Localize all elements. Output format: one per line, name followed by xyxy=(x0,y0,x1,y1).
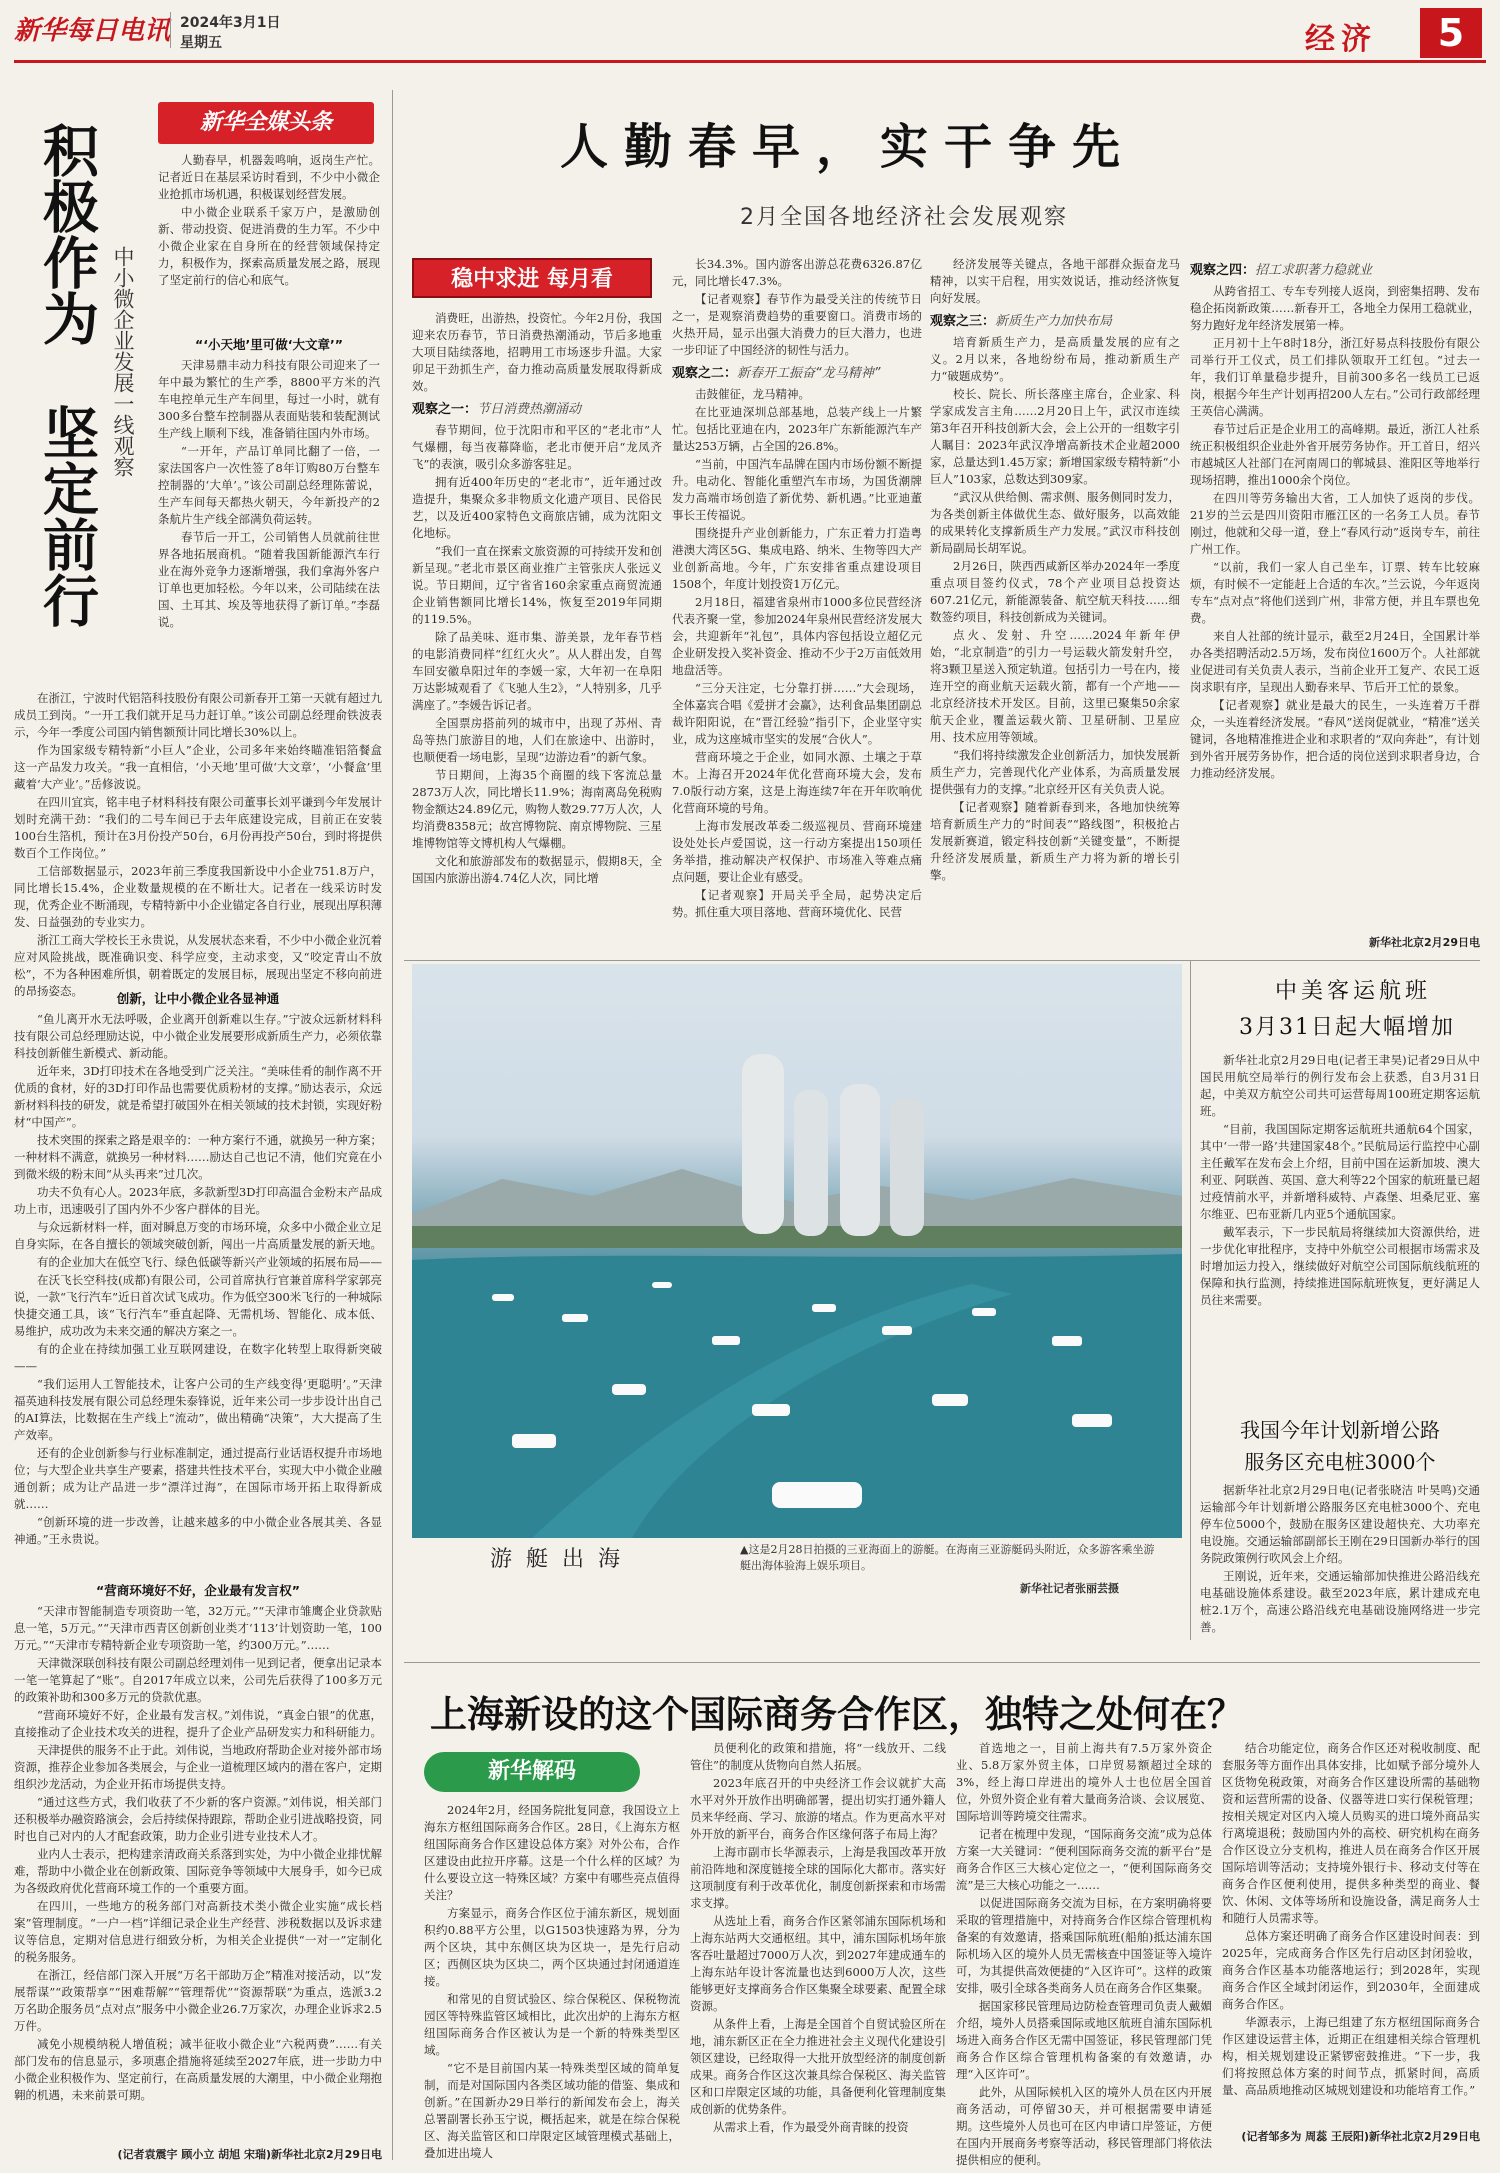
left-byline: (记者袁震宇 顾小立 胡旭 宋瑞)新华社北京2月29日电 xyxy=(117,2148,382,2161)
left-intro: 人勤春早，机器轰鸣响，返岗生产忙。记者近日在基层采访时看到，不少中小微企业抢抓市场机遇，积极谋划经营发展。 中小微企业联系千家万户，是激励创新、带动投资、促进消费的生力军。不少中小微企业家在自身所在的经营领域保持定力，积极作为，探索高质量发展之路，展现了坚定前行的信心和底气。 xyxy=(158,153,380,287)
left-headline-2: 坚定前行 xyxy=(34,404,100,628)
bottom-col-3: 首选地之一，目前上海共有7.5万家外资企业、5.8万家外贸主体，口岸贸易额超过全球的3%，经上海口岸进出的境外人士也位居全国首位，外贸外资企业有着大量商务洽谈、会议展览、国际培训等跨境交往需求。 记者在梳理中发现，“国际商务交流”成为总体方案一大关键词：“便利国际商务交流的新平台”是商务合作区三大核心定位之一，“便利国际商务交流”是三大核心功能之一…… 以促进国际商务交流为目标，在方案明确将要采取的管理措施中，对持商务合作区综合管理机构备案的有效邀请，搭乘国际航班(船舶)抵达浦东国际机场入区的境外人员无需核查中国签证等入境许可，为其提供高效便捷的“入区许可”。这样的政策安排，吸引全球各类商务人员在商务合作区集聚。 据国家移民管理局边防检查管理司负责人戴媚介绍，境外人员搭乘国际或地区航班自浦东国际机场进入商务合作区无需中国签证，移民管理部门凭商务合作区综合管理机构备案的有效邀请，办理“入区许可”。 此外，从国际候机入区的境外人员在区内开展商务活动，可停留30天，并可根据需要申请延期。这些境外人员也可在区内申请口岸签证，方便在国内开展商务考察等活动，移民管理部门将依法提供相应的便利。 xyxy=(956,1741,1212,2167)
top-byline: 新华社北京2月29日电 xyxy=(1369,936,1480,949)
jiema-tag: 新华解码 xyxy=(424,1752,640,1792)
section-name: 经济 xyxy=(1305,22,1377,57)
photo-title: 游艇出海 xyxy=(490,1547,635,1572)
left-s2-title: 创新，让中小微企业各显神通 xyxy=(116,991,280,1006)
monthly-tag: 稳中求进 每月看 xyxy=(412,258,652,298)
n2-body: 据新华社北京2月29日电(记者张晓洁 叶昊鸣)交通运输部今年计划新增公路服务区充电桩3000个、充电停车位5000个，鼓励在服务区建设超快充、大功率充电设施。交通运输部副部长王刚在29日国新办举行的国务院政策例行吹风会上介绍。 王刚说，近年来，交通运输部加快推进公路沿线充电基础设施体系建设。截至2023年底，累计建成充电桩2.1万个，高速公路沿线充电基础设施网络进一步完善。 xyxy=(1200,1483,1480,1634)
left-s3: “营商环境好不好，企业最有发言权” “天津市智能制造专项资助一笔，32万元。”“天津市雏鹰企业贷款贴息一笔，5万元。”“天津市西青区创新创业类才‘113’计划资助一笔，100万元。”“天津市专精特新企业专项资助一笔，约300万元。”…… 天津微深联创科技有限公司副总经理刘伟一见到记者，便拿出记录本一笔一笔算起了“账”。自2017年成立以来，公司先后获得了100多万元的政策补助和300多万元的贷款优惠。 “营商环境好不好，企业最有发言权。”刘伟说，“真金白银”的优惠，直接推动了企业技术攻关的进程，提升了企业产品研发实力和科研能力。 天津提供的服务不止于此。刘伟说，当地政府帮助企业对接外部市场资源，推荐企业参加各类展会，与企业一道梳理区域内的潜在客户，定期组织沙龙活动，为企业开拓市场提供支持。 “通过这些方式，我们收获了不少新的客户资源。”刘伟说，相关部门还积极举办融资路演会，会后持续保持跟踪，帮助企业引进战略投资，同时也自己对内的人才配套政策，助力企业引进专业技术人才。 业内人士表示，把构建亲清政商关系落到实处，为中小微企业排忧解难，帮助中小微企业在创新政策、国际竞争等领域中大展身手，如今已成为各级政府优化营商环境工作的一个重要方面。 在四川，一些地方的税务部门对高新技术类小微企业实施“成长档案”管理制度。“一户一档”详细记录企业生产经营、涉税数据以及诉求建议等信息，定期对信息进行细致分析，为相关企业提供“一对一”定制化的税务服务。 在浙江，经信部门深入开展“万名干部助万企”精准对接活动，以“发展帮谋”“政策帮享”“困难帮解”“管理帮优”“资源帮联”为重点，选派3.2万名助企服务员“点对点”服务中小微企业26.7万家次，办理企业诉求2.5万件。 减免小规模纳税人增值税；减半征收小微企业“六税两费”……有关部门发布的信息显示，多项惠企措施将延续至2027年底，进一步助力中小微企业积极作为、坚定前行，在高质量发展的大潮里，中小微企业翔抱翱的机遇，未来前景可期。 xyxy=(14,1583,382,2102)
top-col-3: 经济发展等关键点，各地干部群众振奋龙马精神，以实干启程，用实效说话，推动经济恢复向好发展。 观察之三：新质生产力加快布局 培育新质生产力，是高质量发展的应有之义。2月以来，各地纷纷布局，推动新质生产力“破题成势”。 校长、院长、所长落座主席台，企业家、科学家成发言主角……2月20日上午，武汉市连续第3年召开科技创新大会，会上公开的一组数字引人瞩目：2023年武汉净增高新技术企业超2000家，总量达到1.45万家；新增国家级专精特新“小巨人”103家，总数达到309家。 “武汉从供给侧、需求侧、服务侧同时发力，为各类创新主体做优生态、做好服务，以高效能的成果转化支撑新质生产力发展。”武汉市科技创新局副局长胡军说。 2月26日，陕西西咸新区举办2024年一季度重点项目签约仪式，78个产业项目总投资达607.21亿元，新能源装备、航空航天科技……细数签约项目，科技创新成为关键词。 点火、发射、升空……2024年新年伊始，“北京制造”的引力一号运载火箭发射升空，将3颗卫星送入预定轨道。包括引力一号在内，接连开空的商业航天运载火箭，都有一个产地——北京经济技术开发区。目前，这里已聚集50余家航天企业，覆盖运载火箭、卫星研制、卫星应用、技术应用等领域。 “我们将持续激发企业创新活力，加快发展新质生产力，完善现代化产业体系，为高质量发展提供强有力的支撑。”北京经开区有关负责人说。 【记者观察】随着新春到来，各地加快统筹培育新质生产力的“时间表”“路线图”，积极抢占发展新赛道，锻定科技创新“关键变量”，不断提升经济发展质量，新质生产力将为新的增长引擎。 xyxy=(930,257,1180,882)
yacht-photo xyxy=(412,964,1182,1538)
obs2-title: 观察之二：新春开工振奋“龙马精神” xyxy=(672,366,881,381)
obs3-title: 观察之三：新质生产力加快布局 xyxy=(930,314,1113,329)
bottom-col-2: 员便利化的政策和措施，将“一线放开、二线管住”的制度从货物向自然人拓展。 2023年底召开的中央经济工作会议就扩大高水平对外开放作出明确部署，提出切实打通外籍人员来华经商、学习、旅游的堵点。作为更高水平对外开放的新平台，商务合作区缘何落子布局上海？ 上海市副市长华源表示，上海是我国改革开放前沿阵地和深度链接全球的国际化大都市。落实好这项制度有利于改革优化，制度创新探索和市场需求支撑。 从选址上看，商务合作区紧邻浦东国际机场和上海东站两大交通枢纽。其中，浦东国际机场年旅客吞吐量超过7000万人次，到2027年建成通车的上海东站年设计客流量也达到6000万人次，这些能够更好支撑商务合作区集聚全球要素、配置全球资源。 从条件上看，上海是全国首个自贸试验区所在地，浦东新区正在全力推进社会主义现代化建设引领区建设，已经取得一大批开放型经济的制度创新成果。商务合作区这次兼具综合保税区、海关监管区和口岸限定区域的功能，具备便利化管理制度集成创新的优势条件。 从需求上看，作为最受外商青睐的投资 xyxy=(690,1741,946,2134)
issue-date: 2024年3月1日 xyxy=(180,15,281,31)
bottom-col-4: 结合功能定位，商务合作区还对税收制度、配套服务等方面作出具体安排，比如赋予部分境外人区货物免税政策，对商务合作区建设所需的基础物资和运营所需的设备、仪器等进口实行保税管理；按相关规定对区内入境人员购买的进口境外商品实行离境退税；鼓励国内外的高校、研究机构在商务合作区设立分支机构，推进人员在商务合作区开展国际培训等活动；支持境外银行卡、移动支付等在商务合作区便利使用，提供多种类型的商业、餐饮、休闲、文体等场所和设施设备，满足商务人士和随行人员需求等。 总体方案还明确了商务合作区建设时间表：到2025年，完成商务合作区先行启动区封闭验收，商务合作区基本功能落地运行；到2028年，实现商务合作区全域封闭运作，到2030年，全面建成商务合作区。 华源表示，上海已组建了东方枢纽国际商务合作区建设运营主体，近期正在组建相关综合管理机构，相关规划建设正紧锣密鼓推进。“下一步，我们将按照总体方案的时间节点，抓紧时间，高质量、高品质地推动区城规划建设和功能培育工作。” xyxy=(1222,1741,1480,2097)
issue-weekday: 星期五 xyxy=(180,35,222,51)
paper-name: 新华每日电讯 xyxy=(14,16,171,46)
left-subhead: 中小微企业发展一线观察 xyxy=(111,246,135,477)
left-s3-title: “营商环境好不好，企业最有发言权” xyxy=(96,1583,300,1598)
photo-caption: ▲这是2月28日拍摄的三亚海面上的游艇。在海南三亚游艇码头附近，众多游客乘坐游艇出海体验海上娱乐项目。 xyxy=(740,1543,1155,1572)
bottom-byline: (记者邹多为 周蕊 王辰阳)新华社北京2月29日电 xyxy=(1241,2130,1480,2143)
n1-title-2: 3月31日起大幅增加 xyxy=(1239,1015,1455,1040)
yacht-scene xyxy=(412,964,1182,1538)
n2-title-2: 服务区充电桩3000个 xyxy=(1244,1450,1436,1474)
left-s1-col-b: 在浙江，宁波时代铝箔科技股份有限公司新春开工第一天就有超过九成员工到岗。“一开工我们就开足马力赶订单。”该公司副总经理俞铁波表示，今年一季度公司国内销售额预计同比增长30%以上。 作为国家级专精特新“小巨人”企业，公司多年来始终瞄准铝箔餐盒这一产品发力攻关。“我一直相信，‘小天地’里可做‘大文章’，‘小餐盒’里藏着‘大产业’。”岳修波说。 在四川宜宾，铭丰电子材料科技有限公司董事长刘平谦到今年发展计划时充满干劲：“我们的二号车间已于去年底建设完成，目前正在安装100台生箔机，预计在3月份投产50台，6月份再投产50台，到时将提供数百个工作岗位。” 工信部数据显示，2023年前三季度我国新设中小企业751.8万户，同比增长15.4%，企业数量规模的在不断壮大。记者在一线采访时发现，优秀企业不断涌现，专精特新中小企业锚定各自行业，展现出厚积薄发、日益强劲的专业实力。 浙江工商大学校长王永贵说，从发展状态来看，不少中小微企业沉着应对风险挑战，既准确识变、科学应变，主动求变，又“咬定青山不放松”，不为各种困难所惧，朝着既定的发展目标，展现出坚定不移向前进的昂扬姿态。 xyxy=(14,691,382,998)
obs4-title: 观察之四：招工求职著力稳就业 xyxy=(1190,263,1373,278)
n1-title-1: 中美客运航班 xyxy=(1274,979,1431,1004)
page-number: 5 xyxy=(1420,8,1482,58)
obs1-title: 观察之一：节日消费热潮涌动 xyxy=(412,402,582,417)
left-headline-1: 积极作为 xyxy=(34,122,100,346)
top-col-1: 消费旺，出游热，投资忙。今年2月份，我国迎来农历春节，节日消费热潮涌动，节后多地重大项目陆续落地，招聘用工市场逐步升温。大家卯足干劲抓生产，奋力推动高质量发展取得新成效。 观察之一：节日消费热潮涌动 春节期间，位于沈阳市和平区的“老北市”人气爆棚，每当夜幕降临，老北市便开启“龙凤齐飞”的表演，吸引众多游客驻足。 拥有近400年历史的“老北市”，近年通过改造提升，集聚众多非物质文化遗产项目、民俗民艺，以及近400家特色文商旅店铺，成为沈阳文化地标。 “我们一直在探索文旅资源的可持续开发和创新呈现。”老北市景区商业推广主管张庆人张远义说。节日期间，辽宁省省160余家重点商贸流通企业销售额同比增长14%，恢复至2019年同期的119.5%。 除了品美味、逛市集、游美景，龙年春节档的电影消费同样“红红火火”。从人群出发，自驾车回安徽阜阳过年的李媛一家，大年初一在阜阳万达影城观看了《飞驰人生2》，“人特别多，几乎满座了。”李媛告诉记者。 全国票房搭前列的城市中，出现了苏州、青岛等热门旅游目的地，人们在旅途中、出游时，也顺便看一场电影，呈现“边游边看”的新气象。 节日期间，上海35个商圈的线下客流总量2873万人次，同比增长11.9%；海南离岛免税购物金额达24.89亿元，购物人数29.77万人次，人均消费8358元；故宫博物院、南京博物院、三星堆博物馆等文博机构人气爆棚。 文化和旅游部发布的数据显示，假期8天，全国国内旅游出游4.74亿人次，同比增 xyxy=(412,311,662,885)
left-s1-col-a: “‘小天地’里可做‘大文章’” 天津易鼎丰动力科技有限公司迎来了一年中最为繁忙的生产季，8800平方米的汽车电控单元生产车间里，每过一小时，就有300多台整车控制器从表面贴装和装配测试生产线上顺利下线，准备销往国内外市场。 “一开年，产品订单同比翻了一倍，一家法国客户一次性签了8年订购80万台整车控制器的‘大单’。”该公司副总经理陈蕾说，生产车间每天都热火朝天，今年新投产的2条航片生产线全部满负荷运转。 春节后一开工，公司销售人员就前往世界各地拓展商机。“随着我国新能源汽车行业在海外竞争力逐渐增强，我们拿海外客户订单也更加轻松。今年以来，公司陆续在法国、土耳其、埃及等地获得了新订单。”李磊说。 xyxy=(158,337,380,629)
left-s2: 创新，让中小微企业各显神通 “鱼儿离开水无法呼吸，企业离开创新难以生存。”宁波众远新材料科技有限公司总经理励达说，中小微企业发展要形成新质生产力，必须依靠科技创新催生新模式、新动能。 近年来，3D打印技术在各地受到广泛关注。“美味佳肴的制作离不开优质的食材，好的3D打印作品也需要优质粉材的支撑。”励达表示，众远新材料科技的研发，就是希望打破国外在相关领域的技术封锁，实现好粉材“中国产”。 技术突围的探索之路是艰辛的：一种方案行不通，就换另一种方案；一种材料不满意，就换另一种材料……励达自己也记不清，他们究竟在小到微米级的粉末间“从头再来”过几次。 功夫不负有心人。2023年底，多款新型3D打印高温合金粉末产品成功上市，迅速吸引了国内外不少客户群体的目光。 与众远新材料一样，面对瞬息万变的市场环境，众多中小微企业立足自身实际，在各自擅长的领域突破创新，闯出一片高质量发展的新天地。 有的企业加大在低空飞行、绿色低碳等新兴产业领域的拓展布局—— 在沃飞长空科技(成都)有限公司，公司首席执行官兼首席科学家郭亮说，一款“飞行汽车”近日首次试飞成功。作为低空300米飞行的一种城际快捷交通工具，该“飞行汽车”垂直起降、无需机场、智能化、成本低、易维护，成功改为未来交通的解决方案之一。 有的企业在持续加强工业互联网建设，在数字化转型上取得新突破—— “我们运用人工智能技术，让客户公司的生产线变得‘更聪明’。”天津福英迪科技发展有限公司总经理朱泰锋说，近年来公司一步步设计出自己的AI算法，比数据在生产线上“流动”，做出精确“决策”，大大提高了生产效率。 还有的企业创新参与行业标准制定，通过提高行业话语权提升市场地位；与大型企业共享生产要素，搭建共性技术平台，实现大中小微企业融通创新；成为让产品进一步“漂洋过海”，在国际市场开拓上取得新成就…… “创新环境的进一步改善，让越来越多的中小微企业各展其美、各显神通。”王永贵说。 xyxy=(14,991,382,1546)
top-col-4: 观察之四：招工求职著力稳就业 从跨省招工、专车专列接人返岗，到密集招聘、发布稳企拓岗新政策……新春开工，各地全力保用工稳就业，努力跑好龙年经济发展第一棒。 正月初十上午8时18分，浙江好易点科技股份有限公司举行开工仪式，员工们排队领取开工红包。“过去一年，我们订单量稳步提升，目前300多名一线员工已返岗，根据今年生产计划再招200人左右。”公司行政部经理王英信心满满。 春节过后正是企业用工的高峰期。最近，浙江人社系统正积极组织企业赴外省开展劳务协作。开工首日，绍兴市越城区人社部门在河南周口的郸城县、淮阳区等地举行现场招聘，推出1000余个岗位。 在四川等劳务输出大省，工人加快了返岗的步伐。21岁的兰云是四川资阳市雁江区的一名务工人员。春节刚过，他就和父母一道，登上“春风行动”返岗专车，前往广州工作。 “以前，我们一家人自己坐车，订票、转车比较麻烦，有时候不一定能赶上合适的车次。”兰云说，今年返岗专车“点对点”将他们送到广州，非常方便，并且车票也免费。 来自人社部的统计显示，截至2月24日，全国累计举办各类招聘活动2.5万场，发布岗位1600万个。人社部就业促进司有关负责人表示，当前企业开工复产、农民工返岗求职有序，呈现出人勤春来早、节后开工忙的景象。 【记者观察】就业是最大的民生，一头连着万千群众，一头连着经济发展。“春风”送岗促就业，“精准”送关键词，各地精准推进企业和求职者的“双向奔赴”，有计划到外省开展劳务协作，把合适的岗位送到求职者身边，合力推动经济发展。 xyxy=(1190,263,1480,780)
top-subhead: 2月全国各地经济社会发展观察 xyxy=(740,205,1068,230)
left-s1-title: “‘小天地’里可做‘大文章’” xyxy=(195,337,343,352)
n2-title-1: 我国今年计划新增公路 xyxy=(1240,1418,1440,1442)
bottom-col-1: 2024年2月，经国务院批复同意，我国设立上海东方枢纽国际商务合作区。28日，《上海东方枢纽国际商务合作区建设总体方案》对外公布，合作区建设由此拉开序幕。这是一个什么样的区域？为什么要设立这一特殊区域？方案中有哪些亮点值得关注？ 方案显示，商务合作区位于浦东新区，规划面积约0.88平方公里，以G1503快速路为界，分为两个区块，其中东侧区块为区块一，是先行启动区；西侧区块为区块二，两个区块通过封闭通道连接。 和常见的自贸试验区、综合保税区、保税物流园区等特殊监管区域相比，此次出炉的上海东方枢纽国际商务合作区被认为是一个新的特殊类型区域。 “它不是目前国内某一特殊类型区域的简单复制，而是对国际国内各类区域功能的借鉴、集成和创新。”在国新办29日举行的新闻发布会上，海关总署副署长孙玉宁说，概括起来，就是在综合保税区、海关监管区和口岸限定区域管理模式基础上，叠加进出境人 xyxy=(424,1803,680,2160)
quanmei-tag: 新华全媒头条 xyxy=(158,102,374,144)
masthead xyxy=(0,0,1500,62)
n1-body: 新华社北京2月29日电(记者王聿昊)记者29日从中国民用航空局举行的例行发布会上获悉，自3月31日起，中美双方航空公司共可运营每周100班定期客运航班。 “目前，我国国际定期客运航班共通航64个国家，其中‘一带一路’共建国家48个。”民航局运行监控中心副主任戴军在发布会上介绍，目前中国在运新加坡、澳大利亚、阿联酋、英国、意大利等22个国家的航班量已超过疫情前水平，并新增科威特、卢森堡、坦桑尼亚、塞尔维亚、巴布亚新几内亚5个通航国家。 戴军表示，下一步民航局将继续加大资源供给，进一步优化审批程序，支持中外航空公司根据市场需求及时增加运力投入，继续做好对航空公司国际航线航班的保障和执行监测，持续推进国际航班恢复，更好满足人员往来需要。 xyxy=(1200,1053,1480,1307)
top-headline: 人勤春早，实干争先 xyxy=(560,119,1137,175)
photo-credit: 新华社记者张丽芸摄 xyxy=(1020,1582,1119,1595)
top-col-2: 长34.3%。国内游客出游总花费6326.87亿元，同比增长47.3%。 【记者观察】春节作为最受关注的传统节日之一，是观察消费趋势的重要窗口。消费市场的火热开局，显示出强大消费力的巨大潜力，也进一步印证了中国经济的韧性与活力。 观察之二：新春开工振奋“龙马精神” 击鼓催征，龙马精神。 在比亚迪深圳总部基地，总装产线上一片繁忙。包括比亚迪在内，2023年广东新能源汽车产量达253万辆，占全国的26.8%。 “当前，中国汽车品牌在国内市场份额不断提升。电动化、智能化重塑汽车市场，为国货潮牌发力高端市场创造了新优势、新机遇。”比亚迪董事长王传福说。 围绕提升产业创新能力，广东正着力打造粤港澳大湾区5G、集成电路、纳米、生物等四大产业创新高地。今年，广东安排省重点建设项目1508个，年度计划投资1万亿元。 2月18日，福建省泉州市1000多位民营经济代表齐聚一堂，参加2024年泉州民营经济发展大会，共迎新年“礼包”，具体内容包括设立超亿元企业研发投入奖补资金、推动不少于2万亩低效用地盘活等。 “三分天注定，七分靠打拼……”大会现场，全体嘉宾合唱《爱拼才会赢》，达利食品集团副总裁许阳阳说，在“晋江经验”指引下，企业坚守实业，成为这座城市坚实的发展“合伙人”。 营商环境之于企业，如同水源、土壤之于草木。上海召开2024年优化营商环境大会，发布7.0版行动方案，这是上海连续7年在开年吹响优化营商环境的号角。 上海市发展改革委二级巡视员、营商环境建设处处长卢爱国说，这一行动方案提出150项任务举措，推动解决产权保护、市场准入等难点痛点问题，要让企业有感受。 【记者观察】开局关乎全局，起势决定后势。抓住重大项目落地、营商环境优化、民营 xyxy=(672,257,922,919)
bottom-headline: 上海新设的这个国际商务合作区，独特之处何在？ xyxy=(430,1692,1244,1736)
